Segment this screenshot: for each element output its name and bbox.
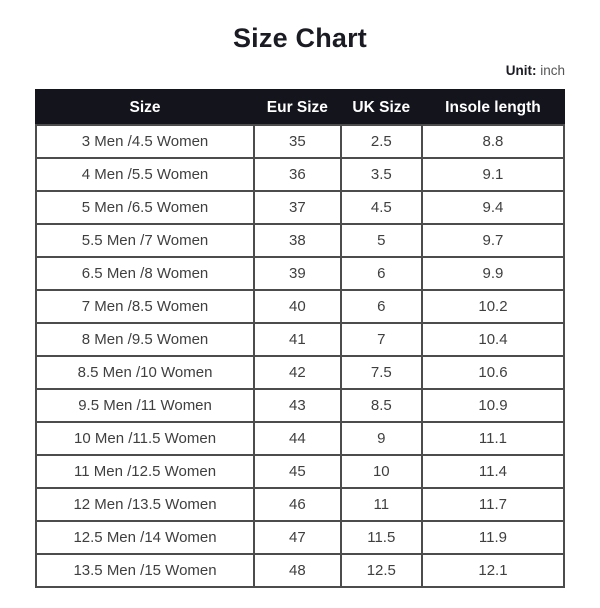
table-cell: 11 Men /12.5 Women <box>36 455 254 488</box>
table-cell: 3 Men /4.5 Women <box>36 125 254 158</box>
table-cell: 11.5 <box>341 521 422 554</box>
table-cell: 40 <box>254 290 341 323</box>
table-cell: 10.6 <box>422 356 564 389</box>
table-row <box>36 389 564 422</box>
table-cell: 9.5 Men /11 Women <box>36 389 254 422</box>
table-cell: 10 <box>341 455 422 488</box>
table-cell: 10.2 <box>422 290 564 323</box>
table-cell: 2.5 <box>341 125 422 158</box>
table-cell: 47 <box>254 521 341 554</box>
table-cell: 9 <box>341 422 422 455</box>
table-row <box>36 125 564 158</box>
column-header-eur-size: Eur Size <box>254 90 341 125</box>
table-cell: 6 <box>341 290 422 323</box>
table-row <box>36 422 564 455</box>
table-cell: 38 <box>254 224 341 257</box>
table-cell: 46 <box>254 488 341 521</box>
table-cell: 7 Men /8.5 Women <box>36 290 254 323</box>
size-chart-table <box>35 89 565 588</box>
table-cell: 43 <box>254 389 341 422</box>
table-cell: 8.5 Men /10 Women <box>36 356 254 389</box>
table-cell: 39 <box>254 257 341 290</box>
table-cell: 5 Men /6.5 Women <box>36 191 254 224</box>
table-cell: 8 Men /9.5 Women <box>36 323 254 356</box>
table-cell: 42 <box>254 356 341 389</box>
table-cell: 12.5 Men /14 Women <box>36 521 254 554</box>
table-cell: 8.8 <box>422 125 564 158</box>
table-cell: 35 <box>254 125 341 158</box>
table-row <box>36 356 564 389</box>
table-row <box>36 257 564 290</box>
table-cell: 9.7 <box>422 224 564 257</box>
table-cell: 11.1 <box>422 422 564 455</box>
table-cell: 9.1 <box>422 158 564 191</box>
table-row <box>36 554 564 587</box>
table-cell: 36 <box>254 158 341 191</box>
unit-label: Unit: <box>505 63 537 78</box>
table-cell: 13.5 Men /15 Women <box>36 554 254 587</box>
table-cell: 6 <box>341 257 422 290</box>
column-header-uk-size: UK Size <box>341 90 422 125</box>
table-cell: 12 Men /13.5 Women <box>36 488 254 521</box>
table-cell: 4.5 <box>341 191 422 224</box>
column-header-insole-length: Insole length <box>422 90 564 125</box>
table-row <box>36 191 564 224</box>
table-cell: 5 <box>341 224 422 257</box>
table-cell: 44 <box>254 422 341 455</box>
table-row <box>36 488 564 521</box>
table-cell: 37 <box>254 191 341 224</box>
table-cell: 10.4 <box>422 323 564 356</box>
table-header-row <box>36 90 564 125</box>
table-cell: 11 <box>341 488 422 521</box>
table-cell: 10 Men /11.5 Women <box>36 422 254 455</box>
size-table-body <box>36 125 564 587</box>
column-header-size: Size <box>36 90 254 125</box>
table-row <box>36 290 564 323</box>
table-row <box>36 323 564 356</box>
table-cell: 48 <box>254 554 341 587</box>
table-cell: 3.5 <box>341 158 422 191</box>
table-cell: 11.9 <box>422 521 564 554</box>
table-cell: 7 <box>341 323 422 356</box>
table-cell: 6.5 Men /8 Women <box>36 257 254 290</box>
table-row <box>36 521 564 554</box>
table-cell: 11.7 <box>422 488 564 521</box>
unit-line <box>35 63 565 78</box>
table-row <box>36 224 564 257</box>
table-cell: 5.5 Men /7 Women <box>36 224 254 257</box>
table-cell: 45 <box>254 455 341 488</box>
table-cell: 8.5 <box>341 389 422 422</box>
table-cell: 9.4 <box>422 191 564 224</box>
page-title: Size Chart <box>232 23 368 53</box>
table-row <box>36 158 564 191</box>
table-cell: 12.5 <box>341 554 422 587</box>
table-cell: 4 Men /5.5 Women <box>36 158 254 191</box>
table-cell: 7.5 <box>341 356 422 389</box>
table-cell: 10.9 <box>422 389 564 422</box>
table-row <box>36 455 564 488</box>
table-cell: 12.1 <box>422 554 564 587</box>
table-cell: 9.9 <box>422 257 564 290</box>
table-cell: 41 <box>254 323 341 356</box>
table-cell: 11.4 <box>422 455 564 488</box>
table-header <box>36 90 564 125</box>
unit-value: inch <box>540 63 565 78</box>
